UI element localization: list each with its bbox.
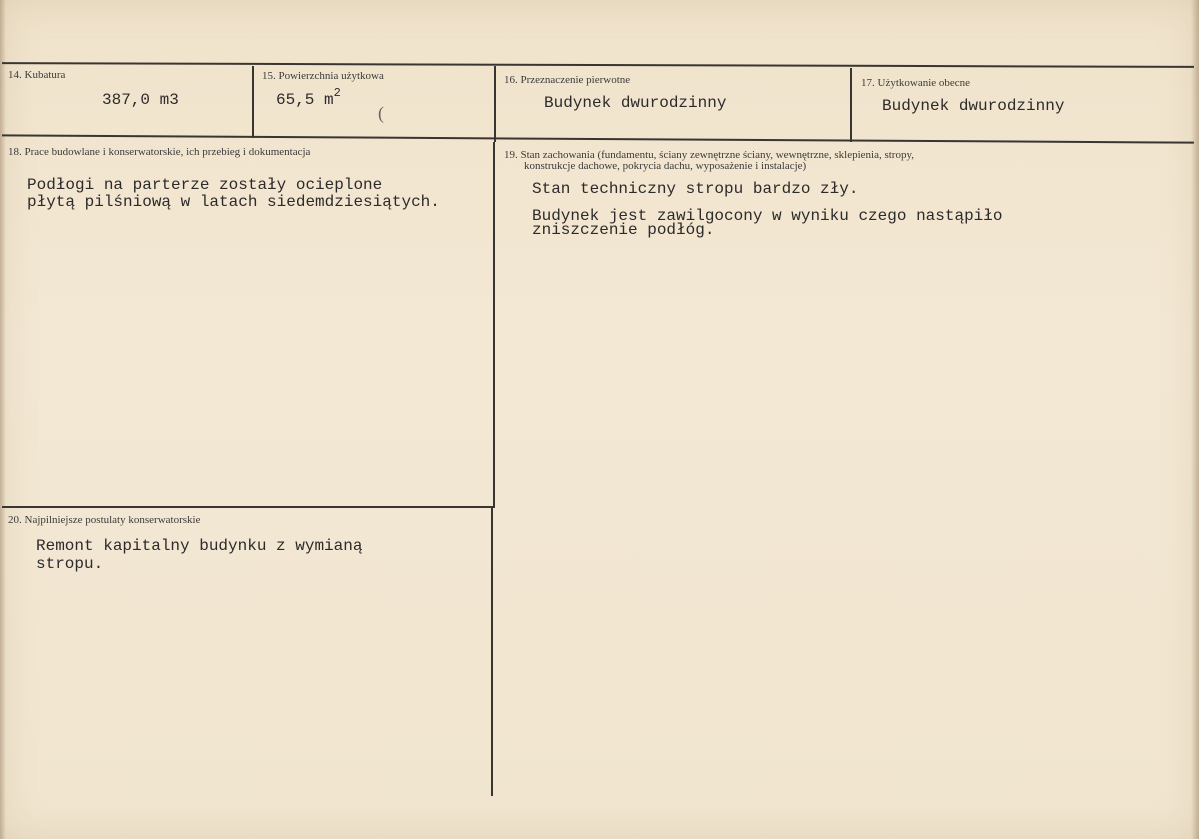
divider-16-17	[850, 68, 852, 142]
field-19-label-line-2: konstrukcje dachowe, pokrycia dachu, wyposażenie i instalacje)	[524, 160, 807, 172]
field-18-line-1: Podłogi na parterze zostały ocieplone	[27, 176, 383, 194]
field-20-line-1: Remont kapitalny budynku z wymianą	[36, 537, 363, 555]
field-19-line-2: Budynek jest zawilgocony w wyniku czego nastąpiło	[532, 207, 1003, 225]
field-20-label: 20. Najpilniejsze postulaty konserwatorskie	[8, 514, 201, 526]
pencil-mark: (	[378, 103, 384, 123]
field-16-value: Budynek dwurodzinny	[544, 94, 727, 112]
main-column-divider	[493, 142, 495, 508]
field-15-value	[276, 86, 341, 110]
top-rule	[2, 62, 1194, 68]
field-20-line-2: stropu.	[36, 555, 104, 573]
middle-rule	[2, 506, 492, 508]
field-14-value: 387,0 m3	[102, 91, 179, 109]
field-19-label-line-1: 19. Stan zachowania (fundamentu, ściany zewnętrzne ściany, wewnętrzne, sklepienia, stropy,	[504, 149, 915, 161]
field-15-value-text: 65,5 m	[276, 91, 334, 109]
field-17-label: 17. Użytkowanie obecne	[861, 77, 971, 89]
lower-column-divider	[491, 506, 493, 796]
field-16-label: 16. Przeznaczenie pierwotne	[504, 74, 631, 86]
field-19-line-3: zniszczenie podłóg.	[532, 221, 715, 239]
upper-grid-rule	[2, 134, 1194, 143]
field-18-label: 18. Prace budowlane i konserwatorskie, ich przebieg i dokumentacja	[8, 146, 311, 158]
field-15-value-exponent: 2	[333, 86, 341, 100]
divider-15-16	[494, 66, 496, 142]
divider-14-15	[252, 66, 254, 138]
field-15-label: 15. Powierzchnia użytkowa	[262, 70, 384, 82]
field-17-value: Budynek dwurodzinny	[882, 97, 1065, 115]
field-14-label: 14. Kubatura	[8, 69, 66, 81]
field-18-line-2: płytą pilśniową w latach siedemdziesiątych.	[27, 193, 440, 211]
field-19-line-1: Stan techniczny stropu bardzo zły.	[532, 180, 859, 198]
